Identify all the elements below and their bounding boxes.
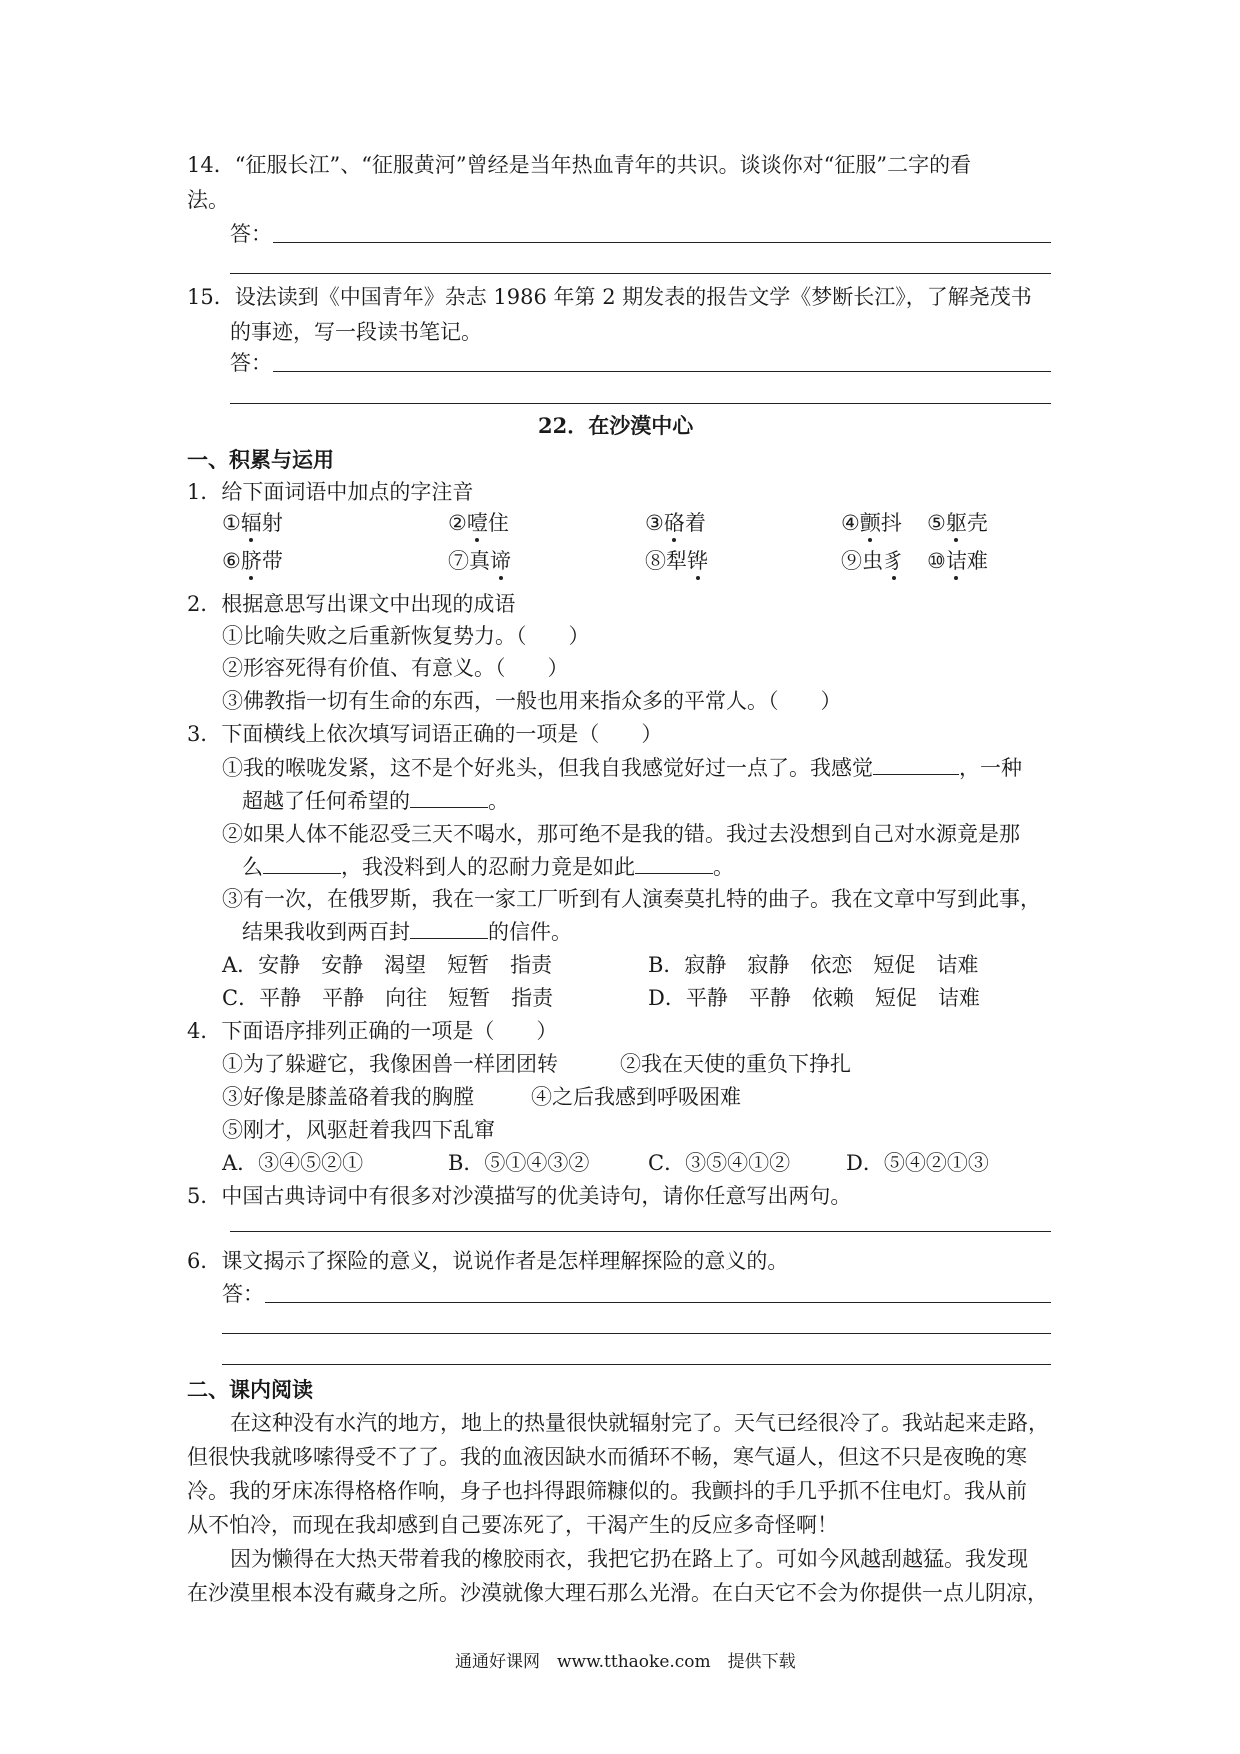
q15-answer-line-2[interactable] (230, 403, 1051, 404)
q15-answer-label: 答： (230, 351, 272, 375)
q3-blank-1[interactable] (873, 756, 959, 775)
q3-item-3-line-1: ③有一次，在俄罗斯，我在一家工厂听到有人演奏莫扎特的曲子。我在文章中写到此事， (222, 887, 1041, 911)
passage-line-3: 冷。我的牙床冻得格格作响，身子也抖得跟筛糠似的。我颤抖的手几乎抓不住电灯。我从前 (187, 1479, 1027, 1503)
q3-option-b[interactable]: B．寂静 寂静 依恋 短促 诘难 (648, 953, 979, 977)
q6-stem: 6．课文揭示了探险的意义，说说作者是怎样理解探险的意义的。 (187, 1249, 789, 1273)
q4-sentence-3: ③好像是膝盖硌着我的胸膛 (222, 1085, 474, 1109)
q1-item-4: ④颤抖 (841, 511, 902, 535)
q3-blank-4[interactable] (635, 855, 713, 874)
q1-item-5: ⑤躯壳 (927, 511, 988, 535)
q3-option-a[interactable]: A．安静 安静 渴望 短暂 指责 (222, 953, 553, 977)
q1-stem: 1．给下面词语中加点的字注音 (187, 480, 474, 504)
q4-option-a[interactable]: A．③④⑤②① (222, 1151, 364, 1175)
q1-item-8: ⑧犁铧 (645, 549, 708, 573)
section-1-heading: 一、积累与运用 (187, 447, 334, 472)
q1-item-1: ①辐射 (222, 511, 283, 535)
q1-item-9: ⑨虫豸 (841, 549, 904, 573)
q4-option-b[interactable]: B．⑤①④③② (448, 1151, 590, 1175)
q14-answer-line-2[interactable] (230, 273, 1051, 274)
q5-answer-line[interactable] (230, 1231, 1051, 1232)
passage-line-6: 在沙漠里根本没有藏身之所。沙漠就像大理石那么光滑。在白天它不会为你提供一点儿阴凉， (187, 1581, 1048, 1605)
q5-stem: 5．中国古典诗词中有很多对沙漠描写的优美诗句，请你任意写出两句。 (187, 1184, 852, 1208)
q3-item-2-line-2: 么 ，我没料到人的忍耐力竟是如此 。 (242, 855, 734, 879)
q3-item-2-line-1: ②如果人体不能忍受三天不喝水，那可绝不是我的错。我过去没想到自己对水源竟是那 (222, 822, 1020, 846)
q2-item-3: ③佛教指一切有生命的东西，一般也用来指众多的平常人。（ ） (222, 689, 842, 713)
q4-option-c[interactable]: C．③⑤④①② (648, 1151, 791, 1175)
q3-blank-5[interactable] (410, 920, 488, 939)
q4-stem: 4．下面语序排列正确的一项是（ ） (187, 1019, 558, 1043)
q2-item-1: ①比喻失败之后重新恢复势力。（ ） (222, 624, 590, 648)
q3-item-1-line-1: ①我的喉咙发紧，这不是个好兆头，但我自我感觉好过一点了。我感觉 ，一种 (222, 756, 1022, 780)
lesson-title: 22．在沙漠中心 (538, 413, 694, 438)
section-2-heading: 二、课内阅读 (187, 1377, 313, 1402)
q4-sentence-2: ②我在天使的重负下挣扎 (620, 1052, 851, 1076)
passage-line-2: 但很快我就哆嗦得受不了了。我的血液因缺水而循环不畅，寒气逼人，但这不只是夜晚的寒 (187, 1445, 1027, 1469)
q14-line2: 法。 (187, 188, 229, 212)
q15-line2: 的事迹，写一段读书笔记。 (230, 320, 482, 344)
q15-line1: 15．设法读到《中国青年》杂志 1986 年第 2 期发表的报告文学《梦断长江》，了解尧茂书 (187, 285, 1032, 309)
q1-item-6: ⑥脐带 (222, 549, 283, 573)
q3-option-c[interactable]: C．平静 平静 向往 短暂 指责 (222, 986, 554, 1010)
q3-blank-2[interactable] (410, 789, 488, 808)
q3-stem: 3．下面横线上依次填写词语正确的一项是（ ） (187, 722, 663, 746)
q6-answer-label: 答： (222, 1282, 264, 1306)
q6-answer-line-2[interactable] (222, 1333, 1051, 1334)
page-footer: 通通好课网 www.tthaoke.com 提供下载 (455, 1652, 796, 1672)
q15-answer-line-1[interactable] (273, 371, 1051, 372)
q14-line1: 14．“征服长江”、“征服黄河”曾经是当年热血青年的共识。谈谈你对“征服”二字的看 (187, 153, 972, 177)
q6-answer-line-1[interactable] (265, 1302, 1051, 1303)
q14-answer-line-1[interactable] (273, 242, 1051, 243)
q3-item-3-line-2: 结果我收到两百封 的信件。 (242, 920, 572, 944)
passage-line-5: 因为懒得在大热天带着我的橡胶雨衣，我把它扔在路上了。可如今风越刮越猛。我发现 (230, 1547, 1028, 1571)
passage-line-4: 从不怕冷，而现在我却感到自己要冻死了，干渴产生的反应多奇怪啊！ (187, 1513, 838, 1537)
q4-option-d[interactable]: D．⑤④②①③ (846, 1151, 989, 1175)
q4-sentence-1: ①为了躲避它，我像困兽一样团团转 (222, 1052, 558, 1076)
q1-item-10: ⑩诘难 (927, 549, 988, 573)
q1-item-3: ③硌着 (645, 511, 706, 535)
q3-option-d[interactable]: D．平静 平静 依赖 短促 诘难 (648, 986, 980, 1010)
q3-item-1-line-2: 超越了任何希望的 。 (242, 789, 509, 813)
q4-sentence-4: ④之后我感到呼吸困难 (531, 1085, 741, 1109)
q14-answer-label: 答： (230, 222, 272, 246)
q2-stem: 2．根据意思写出课文中出现的成语 (187, 592, 516, 616)
q3-blank-3[interactable] (263, 855, 341, 874)
passage-line-1: 在这种没有水汽的地方，地上的热量很快就辐射完了。天气已经很冷了。我站起来走路， (230, 1411, 1049, 1435)
q1-item-7: ⑦真谛 (448, 549, 511, 573)
q1-item-2: ②噎住 (448, 511, 509, 535)
q2-item-2: ②形容死得有价值、有意义。（ ） (222, 656, 569, 680)
q4-sentence-5: ⑤刚才，风驱赶着我四下乱窜 (222, 1118, 495, 1142)
q6-answer-line-3[interactable] (222, 1364, 1051, 1365)
